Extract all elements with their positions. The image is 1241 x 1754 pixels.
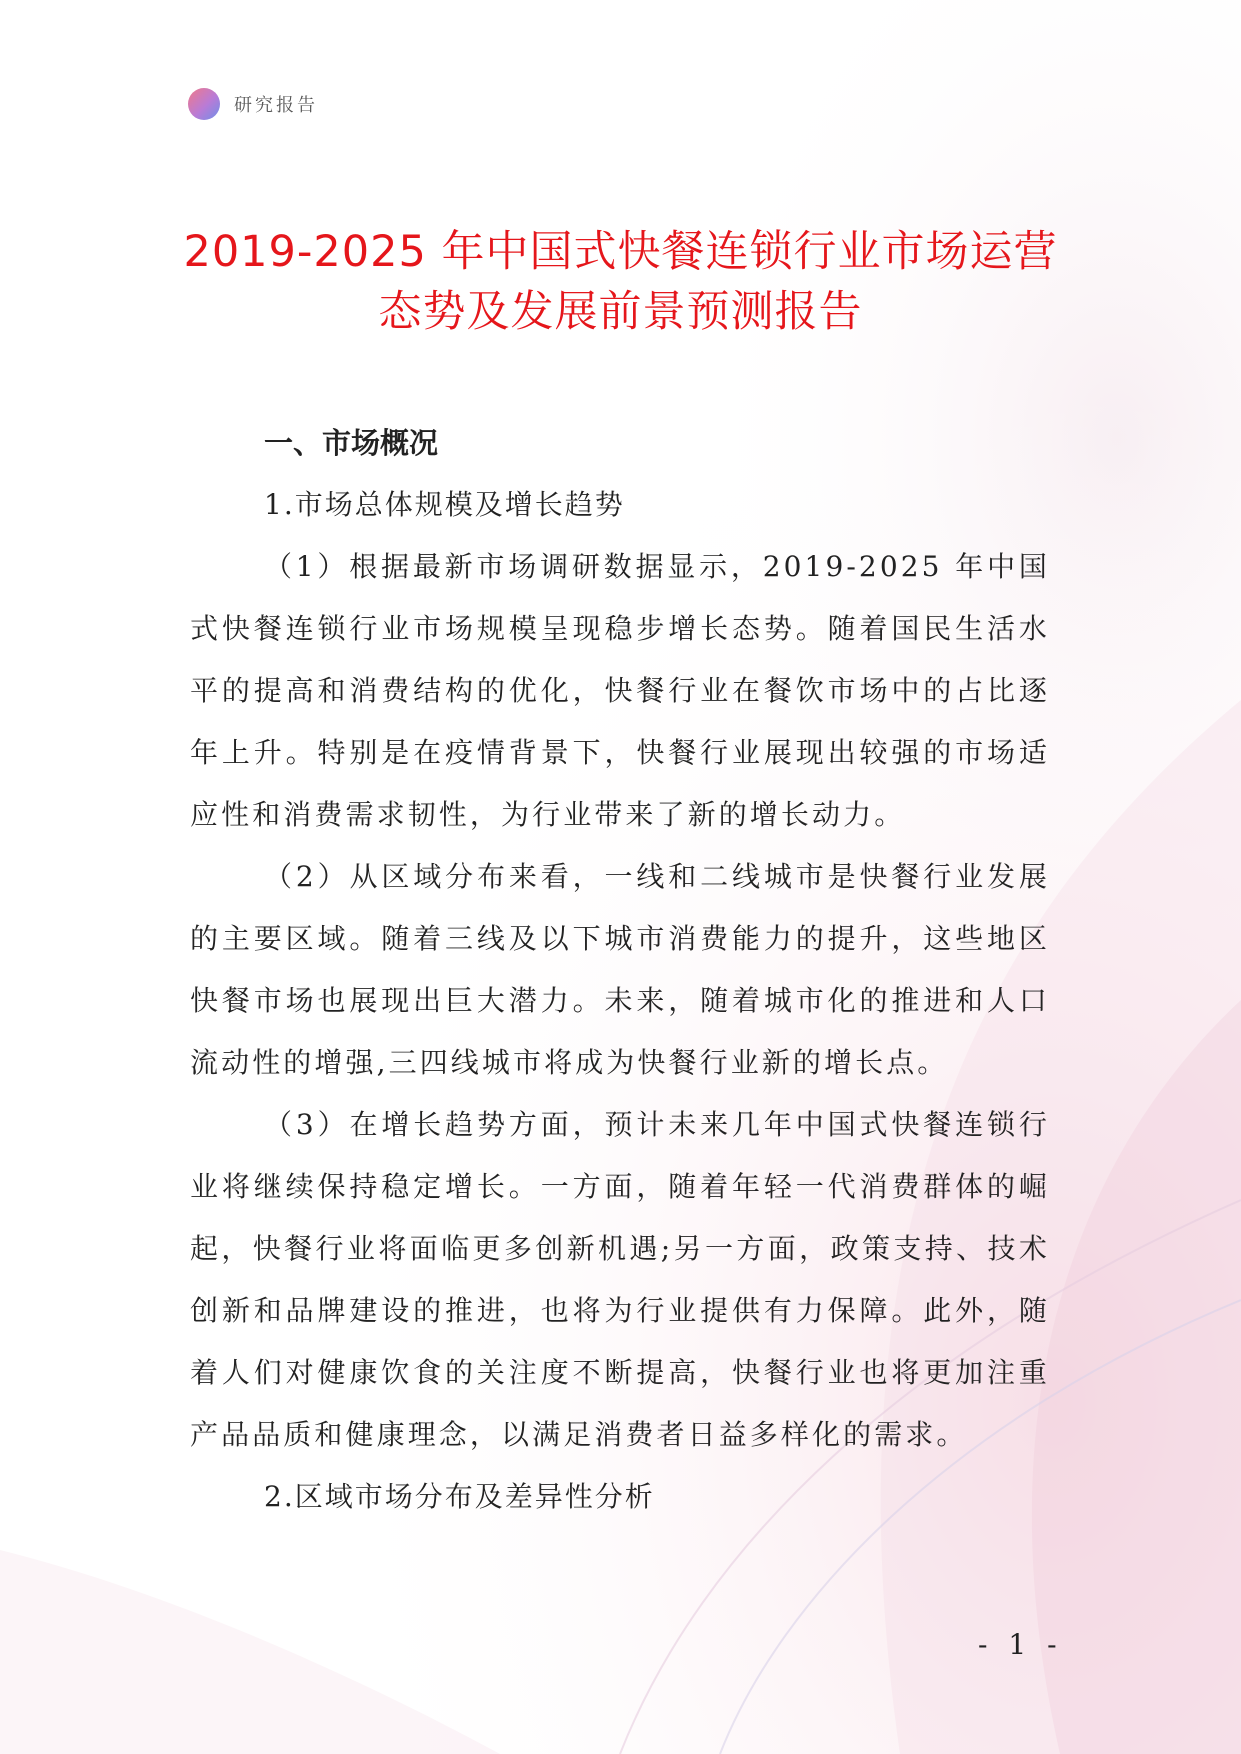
logo-icon (188, 88, 220, 120)
paragraph-1: （1）根据最新市场调研数据显示，2019-2025 年中国式快餐连锁行业市场规模呈现稳步增长态势。随着国民生活水平的提高和消费结构的优化，快餐行业在餐饮市场中的占比逐年上升。特别是在疫情背景下，快餐行业展现出较强的市场适应性和消费需求韧性，为行业带来了新的增长动力。 (190, 550, 1050, 831)
subsection-heading-2: 2.区域市场分布及差异性分析 (264, 1480, 655, 1513)
section-heading: 一、市场概况 (264, 426, 439, 460)
header-label: 研究报告 (234, 95, 318, 116)
paragraph-3: （3）在增长趋势方面，预计未来几年中国式快餐连锁行业将继续保持稳定增长。一方面，随着年轻一代消费群体的崛起，快餐行业将面临更多创新机遇;另一方面，政策支持、技术创新和品牌建设的推进，也将为行业提供有力保障。此外，随着人们对健康饮食的关注度不断提高，快餐行业也将更加注重产品品质和健康理念，以满足消费者日益多样化的需求。 (190, 1108, 1050, 1451)
report-title (150, 222, 1091, 342)
title-line-1: 2019-2025 年中国式快餐连锁行业市场运营 (183, 227, 1058, 277)
paragraph-2: （2）从区域分布来看，一线和二线城市是快餐行业发展的主要区域。随着三线及以下城市消费能力的提升，这些地区快餐市场也展现出巨大潜力。未来，随着城市化的推进和人口流动性的增强,三四线城市将成为快餐行业新的增长点。 (190, 860, 1050, 1079)
page-number: - 1 - (978, 1628, 1063, 1661)
title-line-2: 态势及发展前景预测报告 (378, 287, 863, 337)
report-body (190, 412, 1050, 1528)
subsection-heading-1: 1.市场总体规模及增长趋势 (264, 488, 625, 521)
report-header (188, 88, 318, 120)
